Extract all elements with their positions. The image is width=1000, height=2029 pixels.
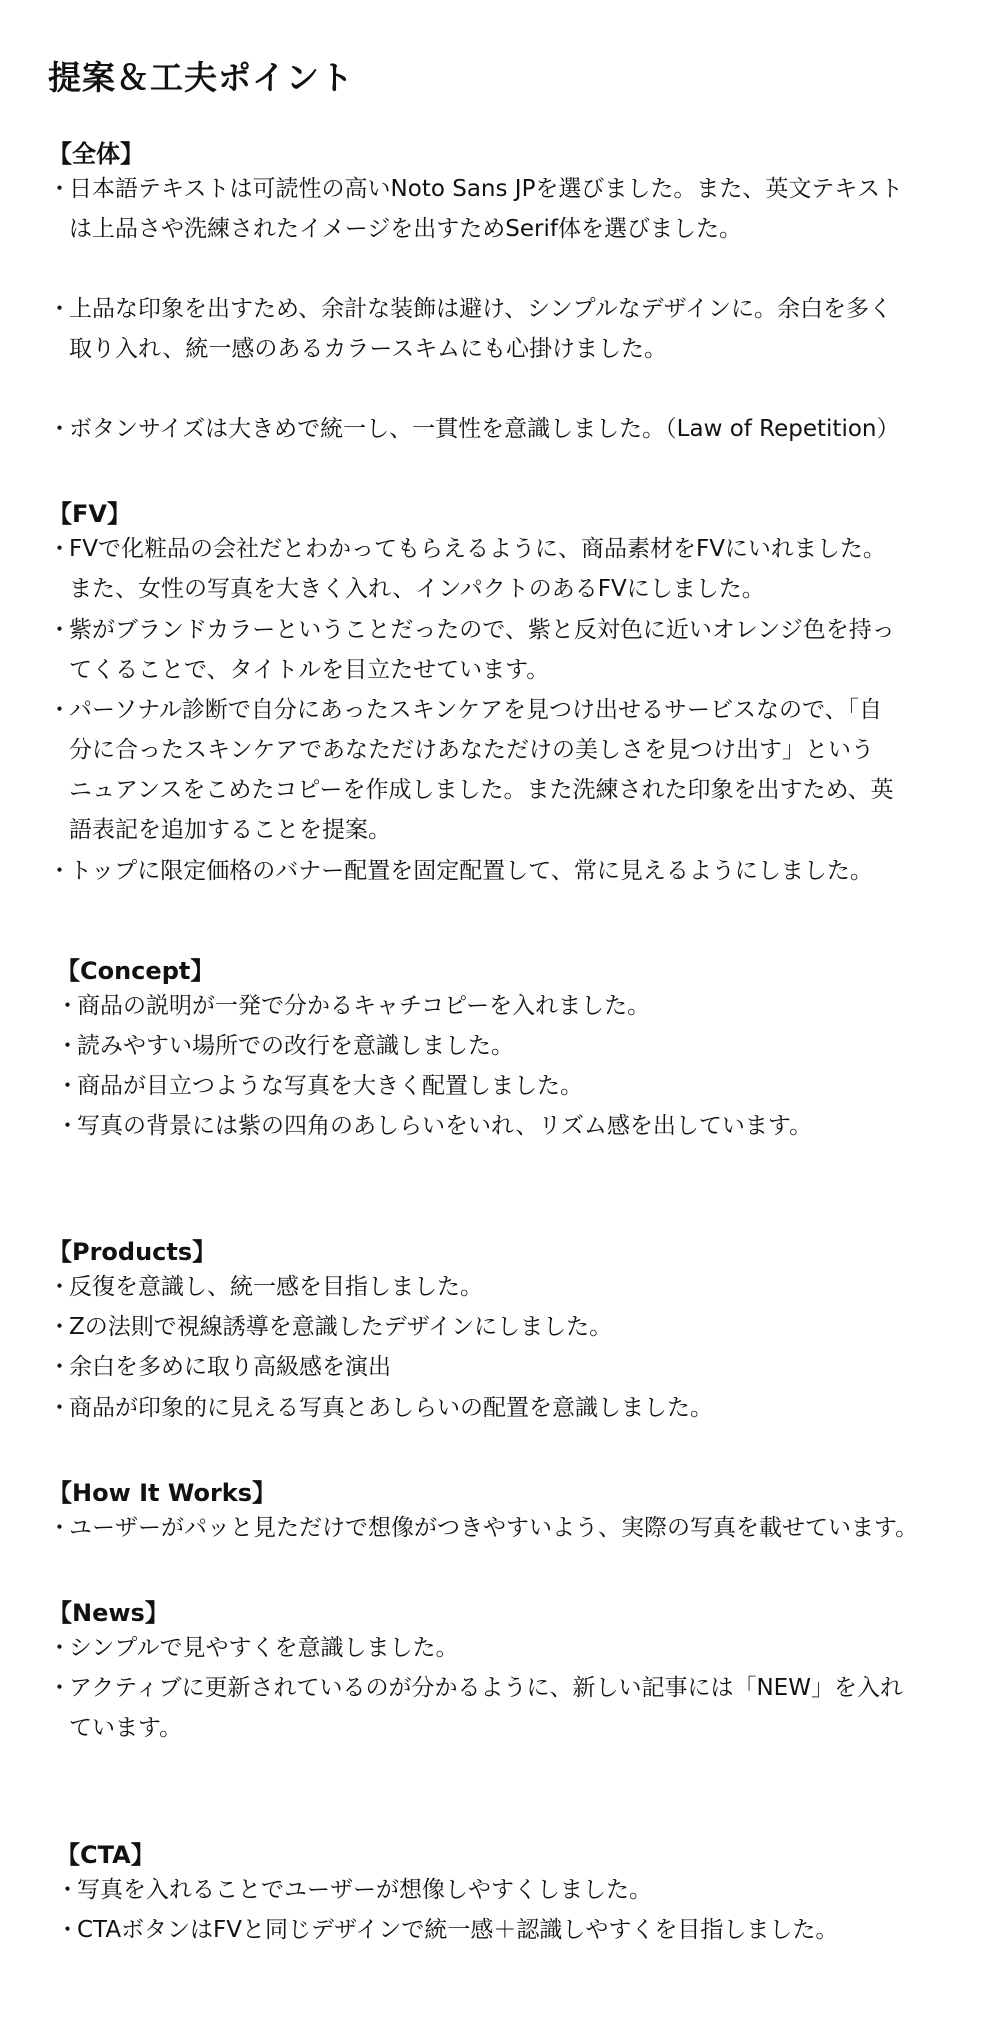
bullet-text: てくることで、タイトルを目立たせています。 [69, 657, 550, 683]
bullet-text: 商品の説明が一発で分かるキャチコピーを入れました。 [77, 993, 651, 1019]
bullet-text: CTAボタンはFVと同じデザインで統一感＋認識しやすくを目指しました。 [77, 1917, 839, 1943]
section-heading-fv: 【FV】 [48, 500, 131, 528]
bullet-dot: ・ [48, 1274, 71, 1300]
bullet-text: ユーザーがパッと見ただけで想像がつきやすいよう、実際の写真を載せています。 [69, 1515, 919, 1541]
list-item [48, 1267, 483, 1307]
list-item [48, 1388, 713, 1428]
bullet-dot: ・ [48, 1395, 71, 1421]
bullet-dot: ・ [48, 1675, 71, 1701]
bullet-text: パーソナル診断で自分にあったスキンケアを見つけ出せるサービスなので、「自 [69, 697, 883, 723]
list-item [48, 851, 873, 891]
section-heading-products: 【Products】 [48, 1238, 217, 1266]
bullet-text: 取り入れ、統一感のあるカラースキムにも心掛けました。 [69, 336, 667, 362]
list-item [56, 1106, 812, 1146]
bullet-dot: ・ [48, 176, 71, 202]
bullet-text: 上品な印象を出すため、余計な装飾は避け、シンプルなデザインに。余白を多く [69, 296, 893, 322]
bullet-text: ボタンサイズは大きめで統一し、一貫性を意識しました。（Law of Repetition） [69, 416, 900, 442]
list-item [48, 1668, 903, 1748]
bullet-dot: ・ [48, 536, 71, 562]
list-item [56, 1910, 838, 1950]
bullet-dot: ・ [56, 1917, 79, 1943]
bullet-dot: ・ [48, 1314, 71, 1340]
bullet-text: は上品さや洗練されたイメージを出すためSerif体を選びました。 [69, 216, 743, 242]
section-heading-cta: 【CTA】 [56, 1841, 155, 1869]
bullet-dot: ・ [48, 1635, 71, 1661]
bullet-text: また、女性の写真を大きく入れ、インパクトのあるFVにしました。 [69, 576, 765, 602]
bullet-text: 写真を入れることでユーザーが想像しやすくしました。 [77, 1877, 652, 1903]
list-item [48, 1307, 612, 1347]
bullet-text: 読みやすい場所での改行を意識しました。 [77, 1033, 514, 1059]
bullet-dot: ・ [48, 296, 71, 322]
bullet-text: Zの法則で視線誘導を意識したデザインにしました。 [69, 1314, 613, 1340]
bullet-dot: ・ [48, 697, 71, 723]
section-heading-how-it-works: 【How It Works】 [48, 1479, 277, 1507]
bullet-text: 日本語テキストは可読性の高いNoto Sans JPを選びました。また、英文テキスト [69, 176, 903, 202]
bullet-dot: ・ [48, 416, 71, 442]
bullet-dot: ・ [48, 1354, 71, 1380]
bullet-text: 商品が目立つような写真を大きく配置しました。 [77, 1073, 583, 1099]
bullet-dot: ・ [56, 993, 79, 1019]
list-item [48, 1628, 459, 1668]
bullet-dot: ・ [48, 858, 71, 884]
bullet-text: シンプルで見やすくを意識しました。 [69, 1635, 459, 1661]
section-heading-news: 【News】 [48, 1599, 169, 1627]
list-item [48, 1508, 918, 1548]
list-item [48, 289, 892, 369]
bullet-text: 写真の背景には紫の四角のあしらいをいれ、リズム感を出しています。 [77, 1113, 813, 1139]
section-heading-concept: 【Concept】 [56, 957, 215, 985]
list-item [48, 610, 895, 690]
bullet-dot: ・ [56, 1113, 79, 1139]
bullet-dot: ・ [56, 1877, 79, 1903]
section-heading-overall: 【全体】 [48, 140, 144, 168]
bullet-text: 余白を多めに取り高級感を演出 [69, 1354, 391, 1380]
bullet-text: 商品が印象的に見える写真とあしらいの配置を意識しました。 [69, 1395, 713, 1421]
list-item [56, 1870, 652, 1910]
list-item [48, 169, 903, 249]
bullet-text: 語表記を追加することを提案。 [69, 817, 391, 843]
bullet-dot: ・ [56, 1033, 79, 1059]
bullet-text: 分に合ったスキンケアであなただけあなただけの美しさを見つけ出す」という [69, 737, 874, 763]
bullet-dot: ・ [48, 617, 71, 643]
list-item [48, 690, 894, 850]
bullet-dot: ・ [56, 1073, 79, 1099]
bullet-text: FVで化粧品の会社だとわかってもらえるように、商品素材をFVにいれました。 [69, 536, 886, 562]
bullet-dot: ・ [48, 1515, 71, 1541]
bullet-text: ニュアンスをこめたコピーを作成しました。また洗練された印象を出すため、英 [69, 777, 894, 803]
bullet-text: ています。 [69, 1715, 183, 1741]
list-item [56, 1026, 514, 1066]
list-item [56, 1066, 583, 1106]
page-title: 提案＆工夫ポイント [48, 58, 354, 97]
bullet-text: トップに限定価格のバナー配置を固定配置して、常に見えるようにしました。 [69, 858, 873, 884]
list-item [56, 986, 650, 1026]
list-item [48, 409, 899, 449]
bullet-text: 反復を意識し、統一感を目指しました。 [69, 1274, 483, 1300]
bullet-text: アクティブに更新されているのが分かるように、新しい記事には「NEW」を入れ [69, 1675, 903, 1701]
bullet-text: 紫がブランドカラーということだったので、紫と反対色に近いオレンジ色を持っ [69, 617, 895, 643]
list-item [48, 529, 886, 609]
list-item [48, 1347, 391, 1387]
